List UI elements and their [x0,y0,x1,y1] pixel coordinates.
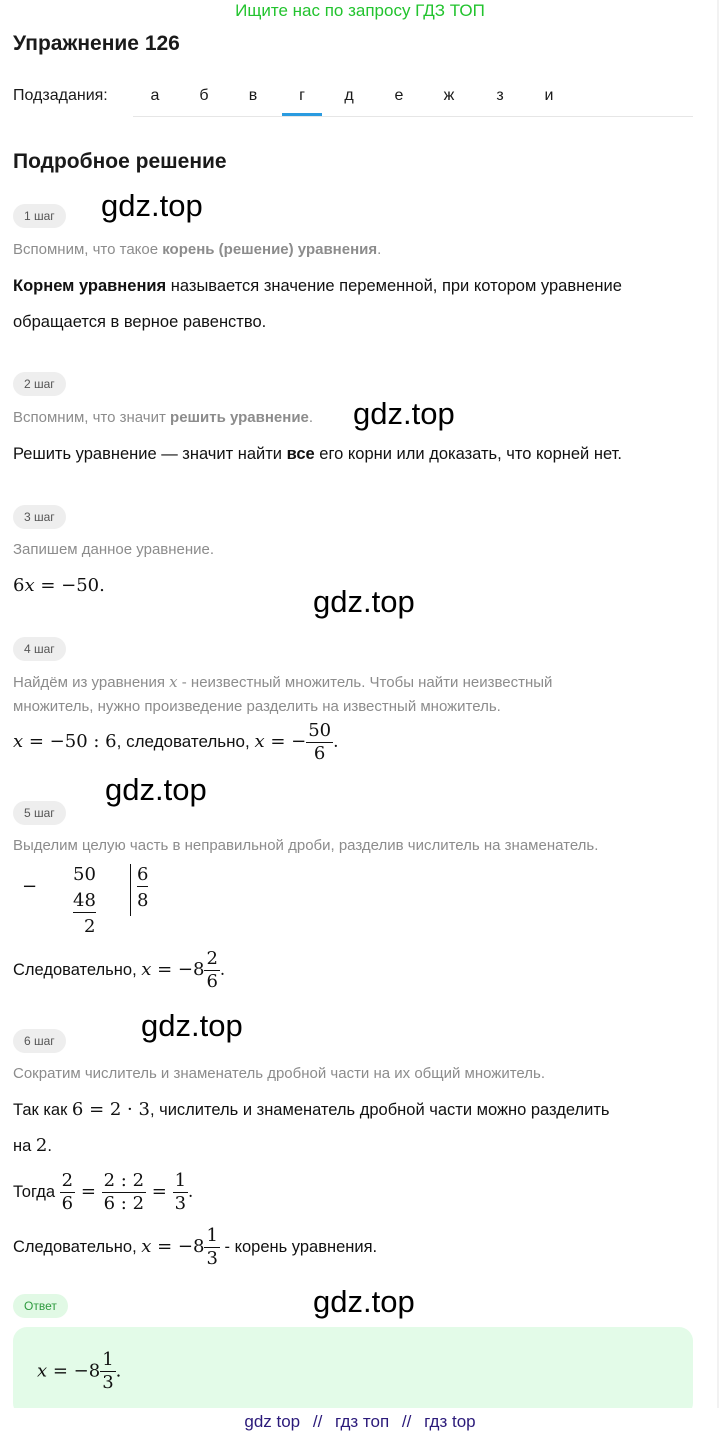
tab-i[interactable]: и [544,87,554,104]
tab-zh[interactable]: ж [443,87,455,104]
watermark: gdz.top [105,772,207,807]
division-bar [130,864,131,916]
division-minus: − [22,876,38,897]
tab-b[interactable]: б [199,87,209,104]
step-2-badge: 2 шаг [13,372,66,396]
step-6-then: Тогда $\frac{2}{6}$ = $\frac{2 : 2}{6 : 2}$ = $\frac{1}{3}$ . [13,1170,194,1214]
step-6-final: Следовательно, x = −8 $\frac{1}{3}$ - корень уравнения. [13,1225,378,1269]
footer-separator: // [401,1412,412,1431]
footer-link[interactable]: гдз топ [335,1412,390,1431]
step-6-badge: 6 шаг [13,1029,66,1053]
top-banner: Ищите нас по запросу ГДЗ ТОП [235,1,485,20]
step-1-hint: Вспомним, что такое корень (решение) уравнения. [13,241,382,258]
answer-badge: Ответ [13,1294,68,1318]
step-2-text: Решить уравнение — значит найти все его корни или доказать, что корней нет. [13,445,622,463]
answer-equation: x = −8 $\frac{1}{3}$ . [37,1349,122,1393]
step-1-text: Корнем уравнения называется значение переменной, при котором уравнение обращается в верное равенство. [13,277,622,331]
step-3-badge: 3 шаг [13,505,66,529]
step-2-hint: Вспомним, что значит решить уравнение. [13,409,314,426]
division-divisor: 6 [137,864,149,885]
tab-v[interactable]: в [248,87,258,104]
division-remainder: 2 [84,916,96,937]
page-title: Упражнение 126 [13,32,180,55]
step-5-result: Следовательно, x = −8 $\frac{2}{6}$ . [13,948,226,992]
answer-box [13,1327,693,1417]
step-5-badge: 5 шаг [13,801,66,825]
tab-z[interactable]: з [496,87,504,104]
footer-separator: // [312,1412,323,1431]
section-title: Подробное решение [13,150,227,173]
division-dividend: 50 [73,864,96,885]
watermark: gdz.top [313,1284,415,1319]
step-6-hint: Сократим числитель и знаменатель дробной части на их общий множитель. [13,1065,545,1082]
step-4-badge: 4 шаг [13,637,66,661]
division-subtrahend: 48 [73,890,96,911]
step-5-hint: Выделим целую часть в неправильной дроби, разделив числитель на знаменатель. [13,837,599,854]
watermark: gdz.top [141,1008,243,1043]
watermark: gdz.top [101,188,203,223]
right-divider [717,0,719,1435]
tab-e[interactable]: е [394,87,404,104]
watermark: gdz.top [313,584,415,619]
subtasks-label: Подзадания: [13,87,108,104]
step-1-badge: 1 шаг [13,204,66,228]
step-4-hint: Найдём из уравнения x - неизвестный множитель. Чтобы найти неизвестный множитель, нужно произведение разделить на известный множитель. [13,673,553,715]
footer-links [0,1408,720,1435]
division-quotient: 8 [137,890,149,911]
footer-link[interactable]: гдз top [424,1412,476,1431]
tab-g[interactable]: г [282,80,322,116]
tab-a[interactable]: а [150,87,160,104]
step-6-text: Так как 6 = 2 · 3, числитель и знаменатель дробной части можно разделить на 2. [13,1099,610,1156]
subtask-tabs [133,80,693,117]
watermark: gdz.top [353,396,455,431]
step-3-equation: 6x = −50. [13,575,105,596]
tab-d[interactable]: д [344,87,354,104]
footer-link[interactable]: gdz top [244,1412,301,1431]
step-3-hint: Запишем данное уравнение. [13,541,215,558]
step-4-equation: x = −50 : 6, следовательно, x = − $\frac{50}{6}$ . [13,720,339,764]
